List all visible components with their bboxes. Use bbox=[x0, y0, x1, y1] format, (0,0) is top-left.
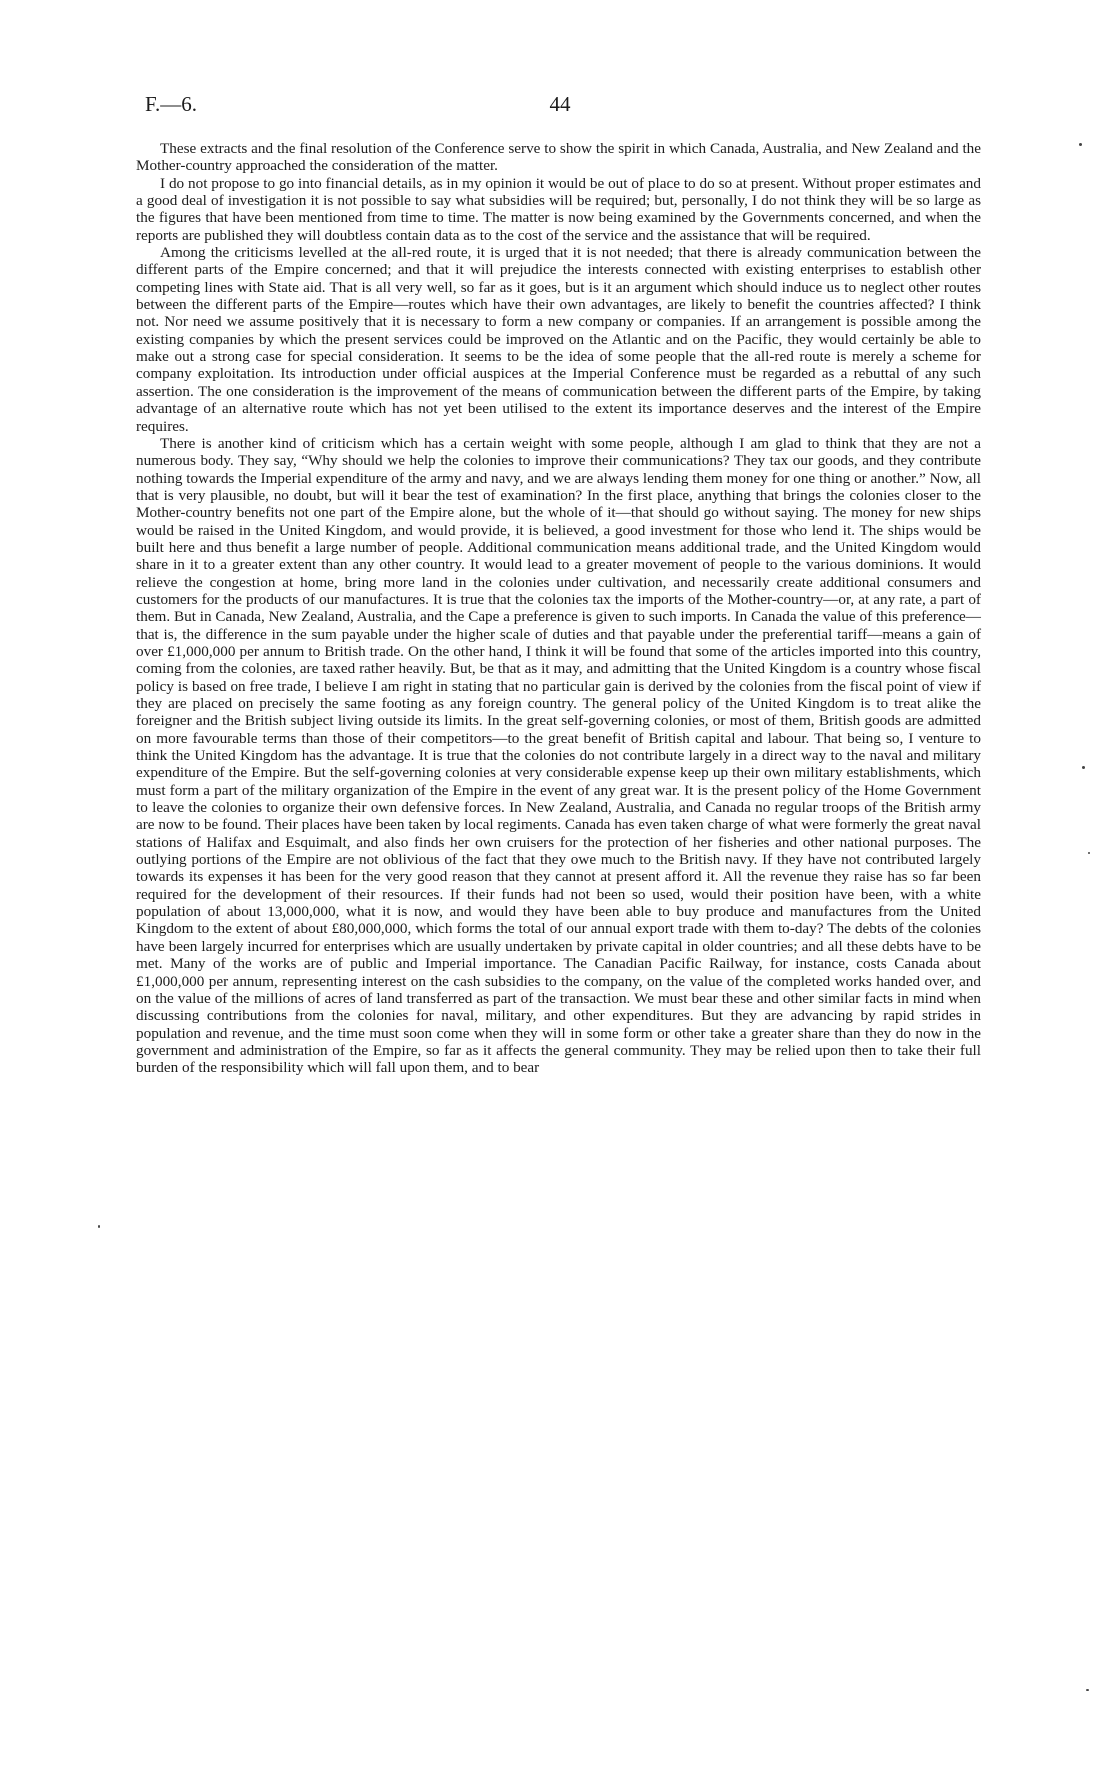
scan-speck bbox=[1079, 143, 1082, 146]
paragraph: There is another kind of criticism which has a certain weight with some people, although I am glad to think that they are not a numerous body. They say, “Why should we help the colonies to improve their communications? They tax our goods, and they contribute nothing towards the Imperial expenditure of the army and navy, and we are always lending them money for one thing or another.” Now, all that is very plausible, no doubt, but will it bear the test of examination? In the first place, anything that brings the colonies closer to the Mother-country benefits not one part of the Empire alone, but the whole of it—that should go without saying. The money for new ships would be raised in the United Kingdom, and would provide, it is believed, a good investment for those who lend it. The ships would be built here and thus benefit a large number of people. Additional communication means additional trade, and the United Kingdom would share in it to a greater extent than any other country. It would lead to a greater movement of people to the various dominions. It would relieve the congestion at home, bring more land in the colonies under cultivation, and necessarily create additional consumers and customers for the products of our manufactures. It is true that the colonies tax the imports of the Mother-country—or, at any rate, a part of them. But in Canada, New Zealand, Australia, and the Cape a preference is given to such imports. In Canada the value of this preference—that is, the difference in the sum payable under the higher scale of duties and that payable under the preferential tariff—means a gain of over £1,000,000 per annum to British trade. On the other hand, I think it will be found that some of the articles imported into this country, coming from the colonies, are taxed rather heavily. But, be that as it may, and admitting that the United Kingdom is a country whose fiscal policy is based on free trade, I believe I am right in stating that no particular gain is derived by the colonies from the fiscal point of view if they are placed on precisely the same footing as any foreign country. The general policy of the United Kingdom is to treat alike the foreigner and the British subject living outside its limits. In the great self-governing colonies, or most of them, British goods are admitted on more favourable terms than those of their competitors—to the great benefit of British capital and labour. That being so, I venture to think the United Kingdom has the advantage. It is true that the colonies do not contribute largely in a direct way to the naval and military expenditure of the Empire. But the self-governing colonies at very considerable expense keep up their own military establishments, which must form a part of the military organization of the Empire in the event of any great war. It is the present policy of the Home Government to leave the colonies to organize their own defensive forces. In New Zealand, Australia, and Canada no regular troops of the British army are now to be found. Their places have been taken by local regiments. Canada has even taken charge of what were formerly the great naval stations of Halifax and Esquimalt, and also finds her own cruisers for the protection of her fisheries and other national purposes. The outlying portions of the Empire are not oblivious of the fact that they owe much to the British navy. If they have not contributed largely towards its expenses it has been for the very good reason that they cannot at present afford it. All the revenue they raise has so far been required for the development of their resources. If their funds had not been so used, would their position have been, with a white population of about 13,000,000, what it is now, and would they have been able to buy produce and manufactures from the United Kingdom to the extent of about £80,000,000, which forms the total of our annual export trade with them to-day? The debts of the colonies have been largely incurred for enterprises which are usually undertaken by private capital in older countries; and all these debts have to be met. Many of the works are of public and Imperial importance. The Canadian Pacific Railway, for instance, costs Canada about £1,000,000 per annum, representing interest on the cash subsidies to the company, on the value of the completed works handed over, and on the value of the millions of acres of land transferred as part of the transaction. We must bear these and other similar facts in mind when discussing contributions from the colonies for naval, military, and other expenditures. But they are advancing by rapid strides in population and revenue, and the time must soon come when they will in some form or other take a greater share than they do now in the government and administration of the Empire, so far as it affects the general community. They may be relied upon then to take their full burden of the responsibility which will fall upon them, and to bear bbox=[136, 434, 981, 1077]
document-reference: F.—6. bbox=[145, 92, 197, 116]
page-number: 44 bbox=[549, 92, 571, 116]
body-text bbox=[136, 140, 981, 1077]
page-header bbox=[145, 92, 975, 122]
paragraph: I do not propose to go into financial details, as in my opinion it would be out of place to do so at present. Without proper estimates and a good deal of investigation it is not possible to say what subsidies will be required; but, personally, I do not think they will be so large as the figures that have been mentioned from time to time. The matter is now being examined by the Governments concerned, and when the reports are published they will doubtless contain data as to the cost of the service and the assistance that will be required. bbox=[136, 174, 981, 244]
scan-speck bbox=[1082, 766, 1085, 769]
scan-speck bbox=[1088, 852, 1090, 854]
scan-speck bbox=[98, 1225, 100, 1228]
paragraph: Among the criticisms levelled at the all-red route, it is urged that it is not needed; that there is already communication between the different parts of the Empire concerned; and that it will prejudice the interests connected with existing enterprises to establish other competing lines with State aid. That is all very well, so far as it goes, but is it an argument which should induce us to neglect other routes between the different parts of the Empire—routes which have their own advantages, are likely to benefit the countries affected? I think not. Nor need we assume positively that it is necessary to form a new company or companies. If an arrangement is possible among the existing companies by which the present services could be improved on the Atlantic and on the Pacific, they would certainly be able to make out a strong case for special consideration. It seems to be the idea of some people that the all-red route is merely a scheme for company exploitation. Its introduction under official auspices at the Imperial Conference must be regarded as a rebuttal of any such assertion. The one consideration is the improvement of the means of communication between the different parts of the Empire, by taking advantage of an alternative route which has not yet been utilised to the extent its importance deserves and the interest of the Empire requires. bbox=[136, 244, 981, 435]
paragraph: These extracts and the final resolution of the Conference serve to show the spirit in which Canada, Australia, and New Zealand and the Mother-country approached the consideration of the matter. bbox=[136, 140, 981, 175]
scan-speck bbox=[1086, 1689, 1089, 1691]
